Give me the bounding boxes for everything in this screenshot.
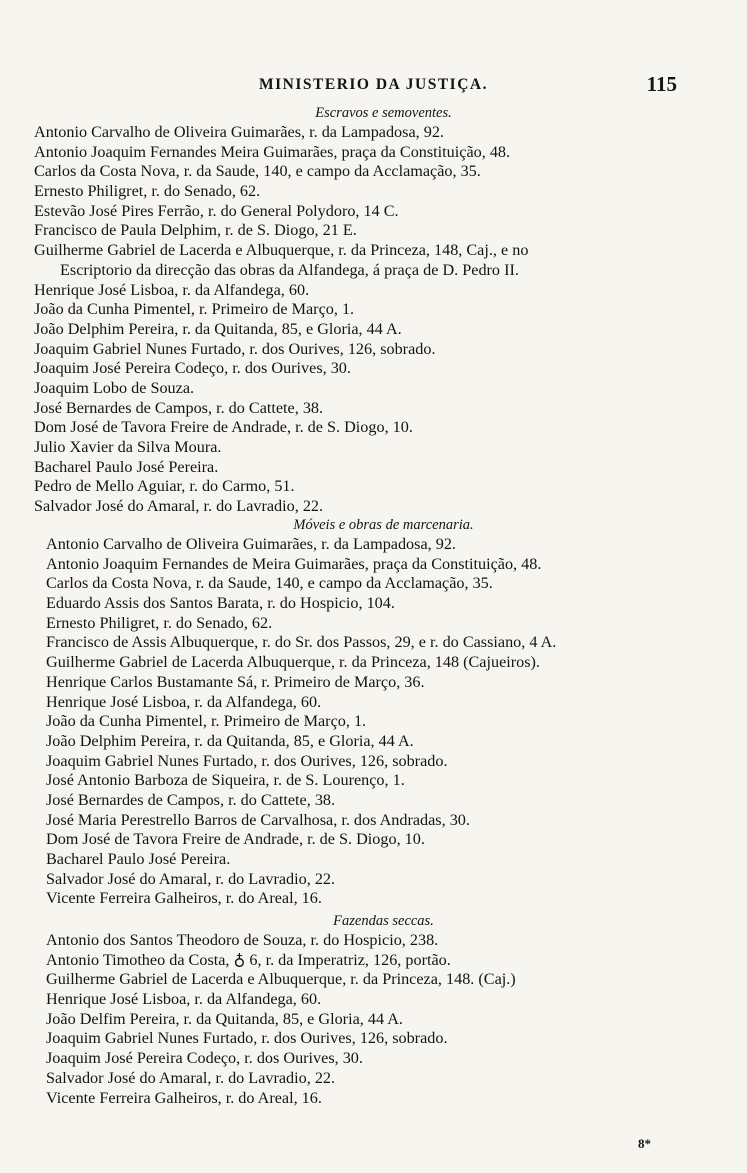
- list-item: Antonio dos Santos Theodoro de Souza, r. do Hospicio, 238.: [46, 931, 439, 949]
- list-item: Dom José de Tavora Freire de Andrade, r. de S. Diogo, 10.: [34, 418, 413, 437]
- entry-list: [0, 535, 747, 909]
- section-escravos: [0, 104, 747, 517]
- list-item: Bacharel Paulo José Pereira.: [34, 457, 219, 476]
- list-item: Joaquim José Pereira Codeço, r. dos Ourives, 30.: [34, 359, 351, 378]
- list-item: Salvador José do Amaral, r. do Lavradio, 22.: [34, 497, 324, 516]
- list-item: João da Cunha Pimentel, r. Primeiro de Março, 1.: [46, 712, 367, 731]
- list-item: Joaquim Gabriel Nunes Furtado, r. dos Ourives, 126, sobrado.: [46, 751, 448, 770]
- section-heading: Móveis e obras de marcenaria.: [293, 517, 474, 533]
- section-heading: Escravos e semoventes.: [315, 105, 452, 121]
- list-item: José Maria Perestrello Barros de Carvalhosa, r. dos Andradas, 30.: [46, 810, 470, 829]
- list-item: João Delfim Pereira, r. da Quitanda, 85, e Gloria, 44 A.: [46, 1009, 403, 1028]
- list-item: Eduardo Assis dos Santos Barata, r. do Hospicio, 104.: [46, 594, 395, 613]
- list-item: Dom José de Tavora Freire de Andrade, r. de S. Diogo, 10.: [46, 830, 425, 849]
- list-item: Antonio Carvalho de Oliveira Guimarães, r. da Lampadosa, 92.: [46, 535, 456, 553]
- list-item: Guilherme Gabriel de Lacerda e Albuquerque, r. da Princeza, 148, Caj., e no: [34, 241, 529, 260]
- list-item: Estevão José Pires Ferrão, r. do General Polydoro, 14 C.: [34, 201, 399, 220]
- list-item: José Antonio Barboza de Siqueira, r. de S. Lourenço, 1.: [46, 771, 405, 790]
- list-item: Henrique Carlos Bustamante Sá, r. Primeiro de Março, 36.: [46, 672, 425, 691]
- list-item: João Delphim Pereira, r. da Quitanda, 85, e Gloria, 44 A.: [46, 731, 414, 750]
- list-item: Julio Xavier da Silva Moura.: [34, 438, 222, 456]
- page-header: [0, 72, 747, 102]
- list-item: Francisco de Assis Albuquerque, r. do Sr. dos Passos, 29, e r. do Cassiano, 4 A.: [46, 633, 557, 652]
- list-item: Guilherme Gabriel de Lacerda Albuquerque, r. da Princeza, 148 (Cajueiros).: [46, 653, 540, 672]
- list-item: Henrique José Lisboa, r. da Alfandega, 60.: [46, 990, 322, 1009]
- list-item: Bacharel Paulo José Pereira.: [46, 850, 231, 868]
- list-item: José Bernardes de Campos, r. do Cattete, 38.: [34, 398, 324, 417]
- list-item: João Delphim Pereira, r. da Quitanda, 85, e Gloria, 44 A.: [34, 319, 402, 338]
- entry-list: [0, 123, 747, 517]
- list-item: Vicente Ferreira Galheiros, r. do Areal, 16.: [46, 1088, 322, 1107]
- list-item: Ernesto Philigret, r. do Senado, 62.: [46, 613, 273, 632]
- section-heading: Fazendas seccas.: [333, 913, 434, 929]
- section-moveis: [0, 516, 747, 909]
- list-item: Salvador José do Amaral, r. do Lavradio, 22.: [46, 1068, 336, 1087]
- list-item: Ernesto Philigret, r. do Senado, 62.: [34, 182, 261, 201]
- entry-list: [0, 931, 747, 1108]
- running-title: MINISTERIO DA JUSTIÇA.: [259, 76, 488, 93]
- list-item: Henrique José Lisboa, r. da Alfandega, 60.: [46, 692, 322, 711]
- list-item: Francisco de Paula Delphim, r. de S. Diogo, 21 E.: [34, 221, 357, 240]
- list-item: Carlos da Costa Nova, r. da Saude, 140, e campo da Acclamação, 35.: [46, 574, 493, 593]
- list-item: Henrique José Lisboa, r. da Alfandega, 60.: [34, 280, 310, 299]
- list-item: Antonio Joaquim Fernandes Meira Guimarães, praça da Constituição, 48.: [34, 142, 511, 161]
- list-item: Guilherme Gabriel de Lacerda e Albuquerque, r. da Princeza, 148. (Caj.): [46, 970, 516, 989]
- section-fazendas: [0, 912, 747, 1108]
- list-item: Salvador José do Amaral, r. do Lavradio, 22.: [46, 869, 336, 888]
- list-item: José Bernardes de Campos, r. do Cattete, 38.: [46, 790, 336, 809]
- list-item-continuation: Escriptorio da direcção das obras da Alfandega, á praça de D. Pedro II.: [60, 260, 519, 279]
- list-item: Vicente Ferreira Galheiros, r. do Areal, 16.: [46, 889, 322, 908]
- list-item: Antonio Joaquim Fernandes de Meira Guimarães, praça da Constituição, 48.: [46, 554, 542, 573]
- page-number: 115: [646, 72, 677, 96]
- list-item: Joaquim Lobo de Souza.: [34, 378, 195, 397]
- list-item: Joaquim José Pereira Codeço, r. dos Ourives, 30.: [46, 1049, 363, 1068]
- list-item: Antonio Timotheo da Costa, ♁ 6, r. da Imperatriz, 126, portão.: [46, 950, 451, 969]
- list-item: Pedro de Mello Aguiar, r. do Carmo, 51.: [34, 477, 295, 496]
- list-item: João da Cunha Pimentel, r. Primeiro de Março, 1.: [34, 300, 355, 319]
- list-item: Antonio Carvalho de Oliveira Guimarães, r. da Lampadosa, 92.: [34, 123, 444, 141]
- list-item: Joaquim Gabriel Nunes Furtado, r. dos Ourives, 126, sobrado.: [46, 1029, 448, 1048]
- list-item: Joaquim Gabriel Nunes Furtado, r. dos Ourives, 126, sobrado.: [34, 339, 436, 358]
- signature-mark: 8*: [638, 1136, 651, 1151]
- list-item: Carlos da Costa Nova, r. da Saude, 140, e campo da Acclamação, 35.: [34, 162, 481, 181]
